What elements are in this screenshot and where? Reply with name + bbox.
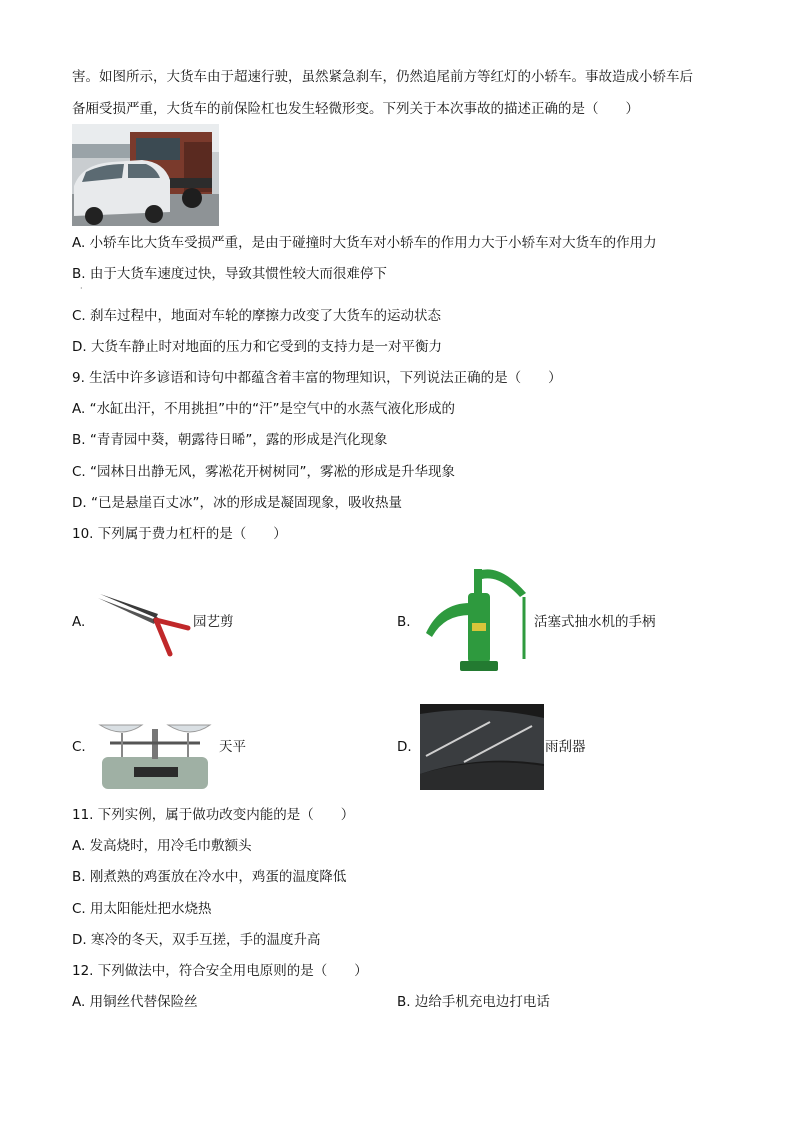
q8-option-a: A. 小轿车比大货车受损严重，是由于碰撞时大货车对小轿车的作用力大于小轿车对大货车的作用力 — [72, 235, 657, 251]
q8-option-b: B. 由于大货车速度过快，导致其惯性较大而很难停下 — [72, 266, 387, 282]
q12-option-b: B. 边给手机充电边打电话 — [397, 994, 550, 1010]
q9-stem: 9. 生活中许多谚语和诗句中都蕴含着丰富的物理知识，下列说法正确的是（ ） — [72, 370, 562, 386]
q9-option-b: B. “青青园中葵，朝露待日晞”，露的形成是汽化现象 — [72, 432, 388, 448]
q8-option-d: D. 大货车静止时对地面的压力和它受到的支持力是一对平衡力 — [72, 339, 442, 355]
q10-b-letter: B. — [397, 614, 411, 630]
q12-option-a: A. 用铜丝代替保险丝 — [72, 994, 198, 1010]
q10-d-label: 雨刮器 — [545, 739, 586, 755]
q8-option-c: C. 刹车过程中，地面对车轮的摩擦力改变了大货车的运动状态 — [72, 308, 442, 324]
q10-d-letter: D. — [397, 739, 412, 755]
q9-option-c: C. “园林日出静无风，雾凇花开树树同”，雾凇的形成是升华现象 — [72, 464, 455, 480]
q11-option-d: D. 寒冷的冬天，双手互搓，手的温度升高 — [72, 932, 321, 948]
q10-c-letter: C. — [72, 739, 86, 755]
q11-option-a: A. 发高烧时，用冷毛巾敷额头 — [72, 838, 252, 854]
q10-a-label: 园艺剪 — [193, 614, 234, 630]
stray-dot: · — [80, 284, 83, 293]
q10-a-letter: A. — [72, 614, 86, 630]
q8-stem-line1: 害。如图所示，大货车由于超速行驶，虽然紧急刹车，仍然追尾前方等红灯的小轿车。事故造成小轿车后 — [72, 69, 693, 85]
truck-car-collision-photo — [72, 124, 219, 226]
q11-option-b: B. 刚煮熟的鸡蛋放在冷水中，鸡蛋的温度降低 — [72, 869, 347, 885]
balance-scale-image — [96, 705, 214, 791]
q9-option-a: A. “水缸出汗，不用挑担”中的“汗”是空气中的水蒸气液化形成的 — [72, 401, 456, 417]
q12-stem: 12. 下列做法中，符合安全用电原则的是（ ） — [72, 963, 368, 979]
q11-stem: 11. 下列实例，属于做功改变内能的是（ ） — [72, 807, 355, 823]
q11-option-c: C. 用太阳能灶把水烧热 — [72, 901, 212, 917]
windshield-wiper-image — [420, 704, 544, 790]
q8-stem-line2: 备厢受损严重，大货车的前保险杠也发生轻微形变。下列关于本次事故的描述正确的是（ ） — [72, 101, 639, 117]
hand-water-pump-image — [420, 563, 532, 675]
garden-shears-image — [96, 588, 192, 660]
q10-stem: 10. 下列属于费力杠杆的是（ ） — [72, 526, 287, 542]
q9-option-d: D. “已是悬崖百丈冰”，冰的形成是凝固现象，吸收热量 — [72, 495, 402, 511]
q10-b-label: 活塞式抽水机的手柄 — [534, 614, 656, 630]
q10-c-label: 天平 — [219, 739, 246, 755]
